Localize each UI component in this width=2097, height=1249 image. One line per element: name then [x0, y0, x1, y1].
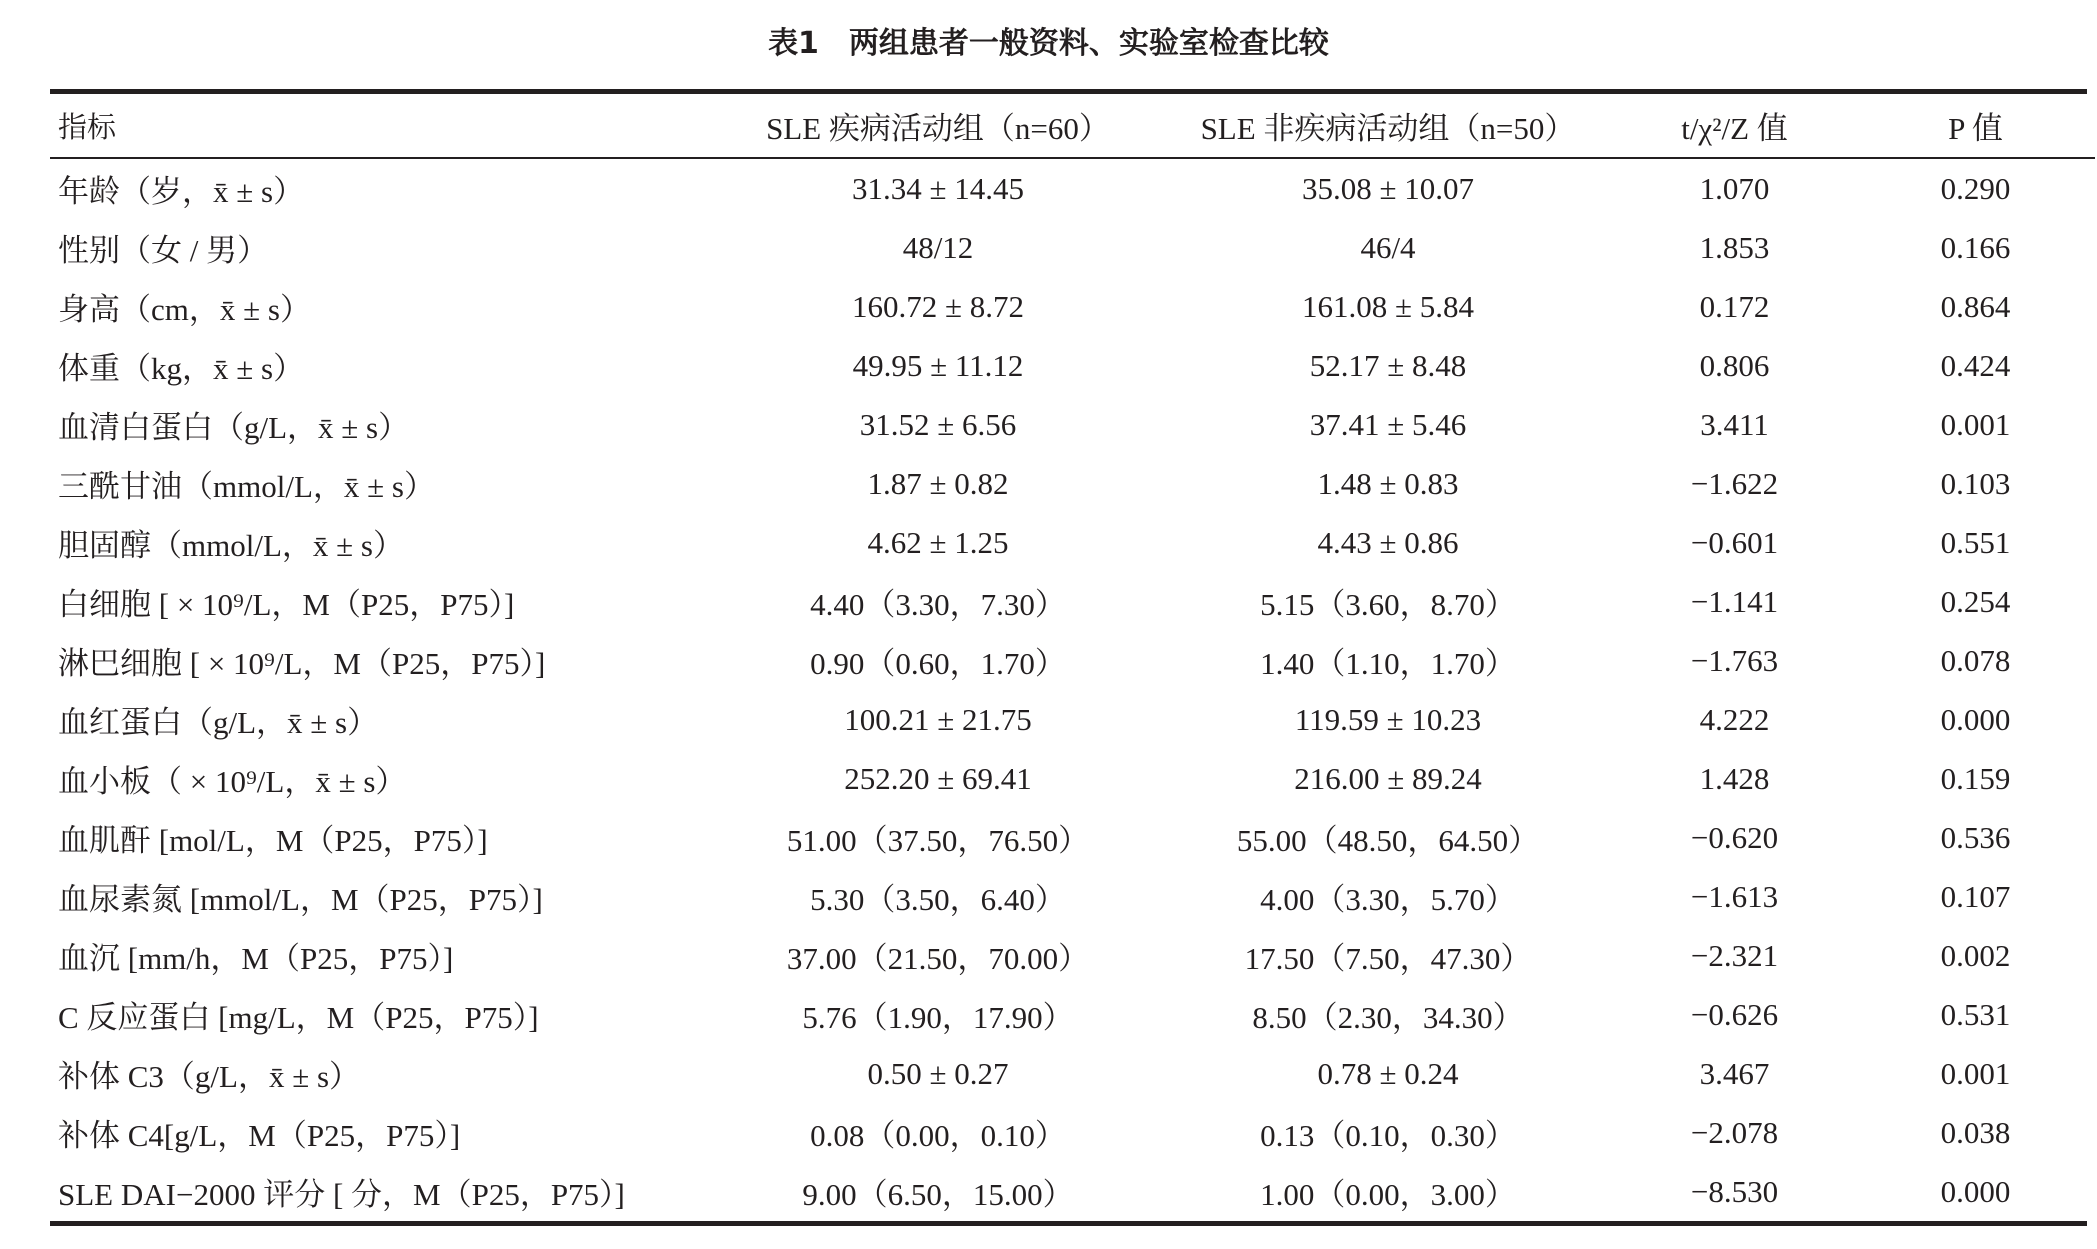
cell-statistic: −0.601 [1690, 524, 1779, 560]
cell-p-value: 0.078 [1940, 642, 2011, 678]
cell-active-group: 4.40（3.30，7.30） [810, 587, 1066, 622]
cell-statistic: 1.070 [1699, 170, 1770, 206]
header-inactive-group: SLE 非疾病活动组（n=50） [1200, 111, 1576, 146]
cell-inactive-group: 35.08 ± 10.07 [1301, 170, 1474, 206]
cell-statistic: −2.321 [1690, 937, 1779, 973]
cell-p-value: 0.290 [1940, 170, 2011, 206]
table-row [50, 1103, 2095, 1162]
table-row [50, 277, 2095, 336]
table-row [50, 690, 2095, 749]
cell-indicator: 补体 C4[g/L，M（P25，P75）] [58, 1118, 461, 1153]
cell-active-group: 5.30（3.50，6.40） [810, 882, 1066, 917]
table-row [50, 1044, 2095, 1103]
cell-p-value: 0.001 [1940, 1055, 2011, 1091]
header-statistic: t/χ²/Z 值 [1681, 111, 1788, 146]
table-row [50, 985, 2095, 1044]
cell-inactive-group: 1.40（1.10，1.70） [1260, 646, 1516, 681]
cell-inactive-group: 5.15（3.60，8.70） [1260, 587, 1516, 622]
table-row [50, 749, 2095, 808]
cell-indicator: 血小板（ × 10⁹/L，x̄ ± s） [58, 764, 407, 799]
cell-active-group: 5.76（1.90，17.90） [802, 1000, 1074, 1035]
table-row [50, 336, 2095, 395]
data-table [50, 94, 2095, 1221]
data-table-frame [50, 89, 2087, 1226]
table-row [50, 395, 2095, 454]
cell-p-value: 0.424 [1940, 347, 2011, 383]
table-header [50, 94, 2095, 158]
cell-statistic: −0.620 [1690, 819, 1779, 855]
table-row [50, 158, 2095, 218]
header-active-group: SLE 疾病活动组（n=60） [766, 111, 1110, 146]
cell-p-value: 0.107 [1940, 878, 2011, 914]
cell-indicator: 身高（cm，x̄ ± s） [58, 292, 311, 327]
cell-inactive-group: 55.00（48.50，64.50） [1236, 823, 1540, 858]
cell-inactive-group: 52.17 ± 8.48 [1309, 347, 1467, 383]
cell-statistic: −1.141 [1690, 583, 1779, 619]
cell-indicator: 三酰甘油（mmol/L，x̄ ± s） [58, 469, 435, 504]
cell-active-group: 49.95 ± 11.12 [852, 347, 1024, 383]
cell-indicator: 血沉 [mm/h，M（P25，P75）] [58, 941, 454, 976]
cell-indicator: 血清白蛋白（g/L，x̄ ± s） [58, 410, 410, 445]
cell-statistic: −2.078 [1690, 1114, 1779, 1150]
cell-statistic: 3.467 [1699, 1055, 1770, 1091]
table-row [50, 454, 2095, 513]
cell-active-group: 31.52 ± 6.56 [859, 406, 1017, 442]
cell-inactive-group: 46/4 [1360, 229, 1416, 265]
cell-p-value: 0.531 [1940, 996, 2011, 1032]
cell-statistic: −1.622 [1690, 465, 1779, 501]
cell-inactive-group: 8.50（2.30，34.30） [1252, 1000, 1524, 1035]
cell-statistic: −1.763 [1690, 642, 1779, 678]
table-caption: 表1 两组患者一般资料、实验室检查比较 [768, 26, 1329, 61]
cell-indicator: SLE DAI−2000 评分 [ 分，M（P25，P75）] [58, 1177, 625, 1212]
cell-indicator: 性别（女 / 男） [58, 233, 269, 268]
cell-p-value: 0.864 [1940, 288, 2011, 324]
cell-p-value: 0.166 [1940, 229, 2011, 265]
cell-p-value: 0.002 [1940, 937, 2011, 973]
header-indicator: 指标 [58, 110, 117, 144]
table-row [50, 513, 2095, 572]
cell-inactive-group: 1.00（0.00，3.00） [1260, 1177, 1516, 1212]
header-p-value: P 值 [1948, 111, 2003, 146]
cell-active-group: 48/12 [902, 229, 974, 265]
header-row [50, 94, 2095, 158]
cell-statistic: −1.613 [1690, 878, 1779, 914]
cell-p-value: 0.000 [1940, 701, 2011, 737]
cell-inactive-group: 1.48 ± 0.83 [1317, 465, 1459, 501]
cell-p-value: 0.103 [1940, 465, 2011, 501]
cell-p-value: 0.159 [1940, 760, 2011, 796]
cell-inactive-group: 4.43 ± 0.86 [1317, 524, 1459, 560]
cell-p-value: 0.001 [1940, 406, 2011, 442]
table-row [50, 926, 2095, 985]
cell-p-value: 0.038 [1940, 1114, 2011, 1150]
table-row [50, 631, 2095, 690]
cell-active-group: 51.00（37.50，76.50） [786, 823, 1090, 858]
cell-indicator: 血肌酐 [mol/L，M（P25，P75）] [58, 823, 488, 858]
cell-inactive-group: 216.00 ± 89.24 [1294, 760, 1482, 796]
cell-indicator: 胆固醇（mmol/L，x̄ ± s） [58, 528, 404, 563]
cell-indicator: 淋巴细胞 [ × 10⁹/L，M（P25，P75）] [58, 646, 546, 681]
table-row [50, 1162, 2095, 1221]
cell-active-group: 160.72 ± 8.72 [851, 288, 1024, 324]
cell-active-group: 4.62 ± 1.25 [867, 524, 1009, 560]
cell-active-group: 0.90（0.60，1.70） [810, 646, 1066, 681]
cell-indicator: 白细胞 [ × 10⁹/L，M（P25，P75）] [58, 587, 515, 622]
cell-inactive-group: 0.78 ± 0.24 [1317, 1055, 1459, 1091]
cell-statistic: 3.411 [1700, 406, 1769, 442]
cell-active-group: 252.20 ± 69.41 [844, 760, 1032, 796]
cell-indicator: 体重（kg，x̄ ± s） [58, 351, 305, 386]
cell-indicator: 血尿素氮 [mmol/L，M（P25，P75）] [58, 882, 543, 917]
cell-active-group: 37.00（21.50，70.00） [786, 941, 1090, 976]
cell-statistic: −8.530 [1690, 1173, 1779, 1209]
cell-p-value: 0.536 [1940, 819, 2011, 855]
cell-statistic: 0.806 [1699, 347, 1770, 383]
cell-p-value: 0.551 [1940, 524, 2011, 560]
table-row [50, 218, 2095, 277]
table-row [50, 808, 2095, 867]
cell-inactive-group: 17.50（7.50，47.30） [1244, 941, 1532, 976]
table-body [50, 158, 2095, 1221]
cell-inactive-group: 119.59 ± 10.23 [1294, 701, 1482, 737]
cell-indicator: 补体 C3（g/L，x̄ ± s） [58, 1059, 361, 1094]
cell-statistic: −0.626 [1690, 996, 1779, 1032]
cell-active-group: 1.87 ± 0.82 [867, 465, 1009, 501]
cell-statistic: 0.172 [1699, 288, 1770, 324]
cell-inactive-group: 37.41 ± 5.46 [1309, 406, 1467, 442]
cell-indicator: C 反应蛋白 [mg/L，M（P25，P75）] [58, 1000, 539, 1035]
cell-statistic: 1.853 [1699, 229, 1770, 265]
cell-active-group: 9.00（6.50，15.00） [802, 1177, 1074, 1212]
cell-active-group: 31.34 ± 14.45 [851, 170, 1024, 206]
table-row [50, 572, 2095, 631]
cell-inactive-group: 4.00（3.30，5.70） [1260, 882, 1516, 917]
cell-active-group: 0.08（0.00，0.10） [810, 1118, 1066, 1153]
cell-active-group: 0.50 ± 0.27 [867, 1055, 1009, 1091]
cell-inactive-group: 161.08 ± 5.84 [1301, 288, 1474, 324]
cell-inactive-group: 0.13（0.10，0.30） [1260, 1118, 1516, 1153]
cell-p-value: 0.000 [1940, 1173, 2011, 1209]
cell-indicator: 血红蛋白（g/L，x̄ ± s） [58, 705, 379, 740]
table-row [50, 867, 2095, 926]
cell-active-group: 100.21 ± 21.75 [844, 701, 1032, 737]
cell-p-value: 0.254 [1940, 583, 2011, 619]
cell-indicator: 年龄（岁，x̄ ± s） [58, 174, 305, 209]
cell-statistic: 1.428 [1699, 760, 1770, 796]
cell-statistic: 4.222 [1699, 701, 1770, 737]
